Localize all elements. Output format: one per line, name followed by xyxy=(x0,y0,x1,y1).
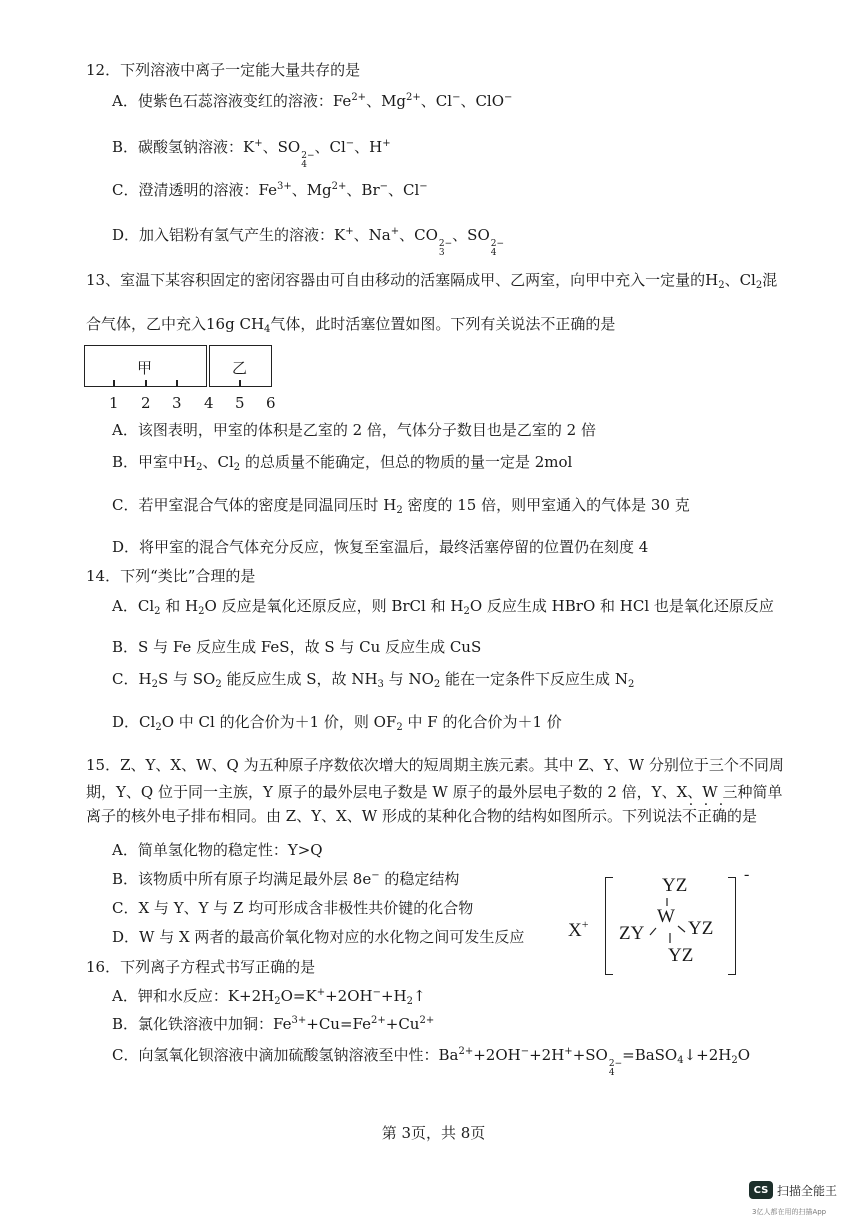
q15-option-c: C．X 与 Y、Y 与 Z 均可形成含非极性共价键的化合物 xyxy=(112,899,474,917)
scale-tick xyxy=(113,380,115,387)
cation-label: X+ xyxy=(568,917,589,941)
bracket-right xyxy=(728,877,736,975)
q14-stem: 14．下列“类比”合理的是 xyxy=(86,567,256,585)
q12-stem: 12．下列溶液中离子一定能大量共存的是 xyxy=(86,61,361,79)
left-group: ZY xyxy=(619,923,645,944)
scale-tick xyxy=(145,380,147,387)
chamber-jia-label: 甲 xyxy=(137,359,153,377)
q13-option-c: C．若甲室混合气体的密度是同温同压时 $H_2$ 密度的 15 倍，则甲室通入的气体是 30 克 xyxy=(112,496,690,516)
charge-minus: - xyxy=(744,866,750,883)
chamber-yi-label: 乙 xyxy=(232,359,248,377)
q15-option-d: D．W 与 X 两者的最高价氧化物对应的水化物之间可发生反应 xyxy=(112,928,525,946)
scale-tick xyxy=(176,380,178,387)
q15-stem-line1: 15．Z、Y、X、W、Q 为五种原子序数依次增大的短周期主族元素。其中 Z、Y、W 分别位于三个不同周 xyxy=(86,756,784,774)
page-number: 第 3页，共 8页 xyxy=(381,1124,486,1142)
scale-tick xyxy=(239,380,241,387)
q13-stem-line2: 合气体，乙中充入16g $CH_4$气体，此时活塞位置如图。下列有关说法不正确的是 xyxy=(86,315,616,335)
watermark-name: 扫描全能王 xyxy=(777,1183,838,1198)
q12-option-c: C．澄清透明的溶液：$Fe^{3+}$、$Mg^{2+}$、Br−、Cl− xyxy=(112,181,428,199)
q13-option-b: B．甲室中$H_2$、$Cl_2$ 的总质量不能确定，但总的物质的量一定是 2mol xyxy=(112,453,573,473)
emphasis-text: 不正确 xyxy=(681,807,728,825)
bond-lines xyxy=(640,895,700,945)
center-atom: W xyxy=(657,906,675,927)
q14-option-c: C．$H_2S$ 与 $SO_2$ 能反应生成 S，故 $NH_3$ 与 $NO_2$ 能在一定条件下反应生成 $N_2$ xyxy=(112,670,635,690)
q15-stem-line3: 离子的核外电子排布相同。由 Z、Y、X、W 形成的某种化合物的结构如图所示。下列说法不正确的是 xyxy=(86,807,758,825)
q14-option-b: B．S 与 Fe 反应生成 FeS，故 S 与 Cu 反应生成 CuS xyxy=(112,638,482,656)
scale-label: 1 xyxy=(109,394,119,412)
q12-option-d: D．加入铝粉有氢气产生的溶液：K+、Na+、CO 2− 3 、SO 2− 4 xyxy=(112,226,505,258)
scale-label: 6 xyxy=(266,394,276,412)
scanner-watermark xyxy=(749,1181,837,1199)
q15-option-b: B．该物质中所有原子均满足最外层 8e− 的稳定结构 xyxy=(112,870,460,888)
watermark-subtitle: 3亿人都在用的扫描App xyxy=(752,1208,827,1216)
q13-option-d: D．将甲室的混合气体充分反应，恢复至室温后，最终活塞停留的位置仍在刻度 4 xyxy=(112,538,649,556)
scale-label: 3 xyxy=(172,394,182,412)
right-group: YZ xyxy=(688,918,714,939)
top-group: YZ xyxy=(662,875,688,896)
q14-option-a: A．$Cl_2$ 和 $H_2O$ 反应是氧化还原反应，则 BrCl 和 $H_2O$ 反应生成 HBrO 和 HCl 也是氧化还原反应 xyxy=(112,597,774,617)
q13-stem-line1: 13、室温下某容积固定的密闭容器由可自由移动的活塞隔成甲、乙两室，向甲中充入一定量的$H_2$、$Cl_2$混 xyxy=(86,271,778,291)
q12-option-b: B．碳酸氢钠溶液：K+、SO 2− 4 、Cl−、H+ xyxy=(112,138,391,170)
scale-label: 2 xyxy=(141,394,151,412)
q12-option-a: A．使紫色石蕊溶液变红的溶液：$Fe^{2+}$、$Mg^{2+}$、Cl−、ClO− xyxy=(112,92,513,110)
q13-option-a: A．该图表明，甲室的体积是乙室的 2 倍，气体分子数目也是乙室的 2 倍 xyxy=(112,421,596,439)
q16-stem: 16．下列离子方程式书写正确的是 xyxy=(86,958,316,976)
q16-option-a: A．钾和水反应：$K+2H_2O=K^++2OH^-+H_2↑$ xyxy=(112,987,426,1007)
bracket-left xyxy=(605,877,613,975)
camscanner-logo-icon: CS xyxy=(749,1181,773,1199)
piston xyxy=(206,345,210,387)
q15-stem-line2: 期，Y、Q 位于同一主族，Y 原子的最外层电子数是 W 原子的最外层电子数的 2 倍，Y、X、W 三种简单 xyxy=(86,783,783,801)
scale-label: 4 xyxy=(204,394,214,412)
q14-option-d: D．$Cl_2O$ 中 Cl 的化合价为＋1 价，则 $OF_2$ 中 F 的化合价为＋1 价 xyxy=(112,713,562,733)
q16-option-c: C．向氢氧化钡溶液中滴加硫酸氢钠溶液至中性：$Ba^{2+}+2OH^-+2H^++SO$ 2− 4 $=BaSO_4↓+2H_2O$ xyxy=(112,1046,751,1078)
bottom-group: YZ xyxy=(668,945,694,966)
q16-option-b: B．氯化铁溶液中加铜：$Fe^{3+}+Cu=Fe^{2+}+Cu^{2+}$ xyxy=(112,1015,435,1033)
scale-label: 5 xyxy=(235,394,245,412)
q15-option-a: A．简单氢化物的稳定性：Y>Q xyxy=(112,841,323,859)
